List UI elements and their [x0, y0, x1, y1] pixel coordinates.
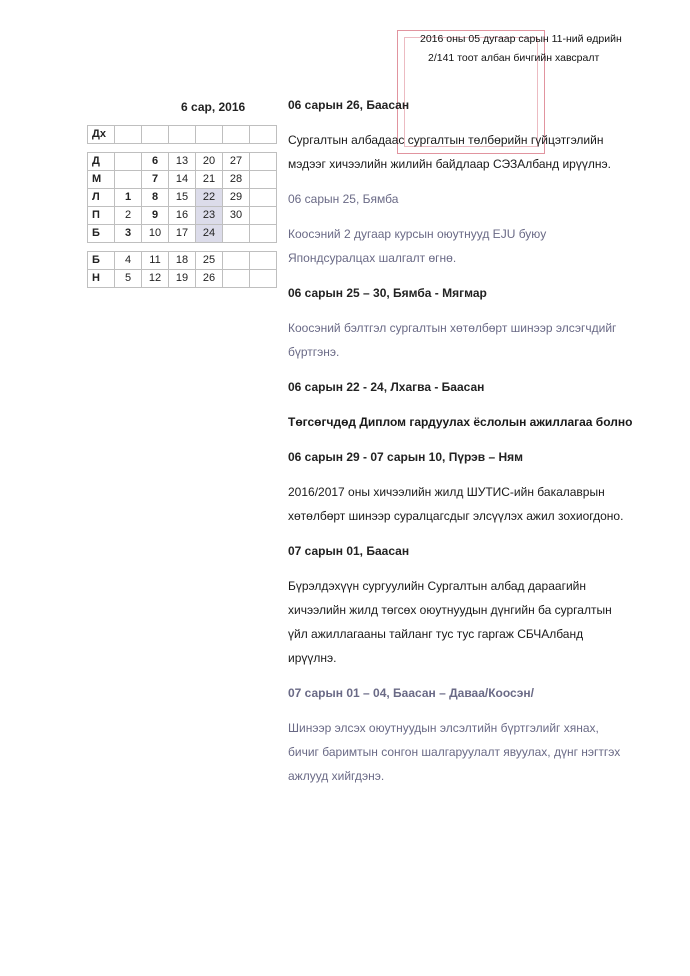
calendar-cell: 3 [115, 225, 142, 243]
calendar-cell: 9 [142, 207, 169, 225]
event-description: Коосэний 2 дугаар курсын оюутнууд EJU буюу Япондсуралцах шалгалт өгнө. [288, 227, 547, 265]
calendar-cell: 5 [115, 270, 142, 288]
calendar-row-saturday [88, 252, 277, 270]
calendar-cell: 28 [223, 171, 250, 189]
calendar-header-label: Дх [88, 126, 115, 144]
calendar-title: 6 сар, 2016 [181, 100, 246, 114]
calendar-cell: 8 [142, 189, 169, 207]
day-label: М [88, 171, 115, 189]
calendar-row-thursday [88, 207, 277, 225]
calendar-cell [142, 126, 169, 144]
document-reference [420, 30, 680, 68]
calendar-cell: 15 [169, 189, 196, 207]
calendar-cell: 17 [169, 225, 196, 243]
event-date: 06 сарын 22 - 24, Лхагва - Баасан [288, 380, 485, 394]
calendar-row-sunday [88, 270, 277, 288]
calendar-cell: 14 [169, 171, 196, 189]
calendar-cell [223, 252, 250, 270]
calendar-cell: 26 [196, 270, 223, 288]
day-label: Л [88, 189, 115, 207]
event-date: 06 сарын 25 – 30, Бямба - Мягмар [288, 286, 487, 300]
calendar-cell: 16 [169, 207, 196, 225]
calendar-cell [250, 252, 277, 270]
calendar-cell [250, 207, 277, 225]
calendar-weekdays [87, 152, 277, 243]
calendar-cell: 29 [223, 189, 250, 207]
calendar-cell [250, 171, 277, 189]
calendar-row-tuesday [88, 171, 277, 189]
event-description: Шинээр элсэх оюутнуудын элсэлтийн бүртгэлийг хянах, бичиг баримтын сонгон шалгаруулалт явуулах, дүнг нэгтгэх ажлууд хийгдэнэ. [288, 721, 621, 783]
calendar-cell [250, 270, 277, 288]
event-date: 06 сарын 29 - 07 сарын 10, Пүрэв – Ням [288, 450, 524, 464]
calendar-cell: 4 [115, 252, 142, 270]
calendar-cell [250, 126, 277, 144]
calendar-row-monday [88, 153, 277, 171]
calendar-cell [115, 171, 142, 189]
calendar-row-wednesday [88, 189, 277, 207]
calendar-cell: 12 [142, 270, 169, 288]
calendar-cell-highlighted: 24 [196, 225, 223, 243]
calendar-cell: 20 [196, 153, 223, 171]
calendar-cell [250, 225, 277, 243]
event-date: 06 сарын 26, Баасан [288, 98, 410, 112]
reference-line-1: 2016 оны 05 дугаар сарын 11-ний өдрийн [420, 33, 622, 45]
calendar-cell [196, 126, 223, 144]
day-label: Д [88, 153, 115, 171]
calendar-cell-highlighted: 22 [196, 189, 223, 207]
calendar-cell: 19 [169, 270, 196, 288]
day-label: Б [88, 252, 115, 270]
day-label: Б [88, 225, 115, 243]
calendar-cell: 2 [115, 207, 142, 225]
reference-line-2: 2/141 тоот албан бичгийн хавсралт [428, 52, 600, 64]
calendar-cell: 21 [196, 171, 223, 189]
calendar-cell [115, 153, 142, 171]
event-date: 07 сарын 01 – 04, Баасан – Даваа/Коосэн/ [288, 686, 534, 700]
day-label: П [88, 207, 115, 225]
event-list [288, 96, 633, 802]
calendar-cell: 13 [169, 153, 196, 171]
calendar-weekend [87, 251, 277, 288]
event-description: Коосэний бэлтгэл сургалтын хөтөлбөрт шинээр элсэгчдийг бүртгэнэ. [288, 321, 617, 359]
calendar-header-row [87, 125, 277, 144]
calendar-cell: 6 [142, 153, 169, 171]
calendar-cell-highlighted: 23 [196, 207, 223, 225]
calendar-cell: 30 [223, 207, 250, 225]
calendar-cell: 18 [169, 252, 196, 270]
calendar-cell: 7 [142, 171, 169, 189]
calendar-cell [223, 126, 250, 144]
event-description: Төгсөгчдөд Диплом гардуулах ёслолын ажиллагаа болно [288, 415, 633, 429]
day-label: Н [88, 270, 115, 288]
calendar-cell [169, 126, 196, 144]
event-date: 06 сарын 25, Бямба [288, 192, 399, 206]
calendar-cell: 1 [115, 189, 142, 207]
event-description: Сургалтын албадаас сургалтын төлбөрийн гүйцэтгэлийн мэдээг хичээлийн жилийн байдлаар СЭЗАлбанд ирүүлнэ. [288, 133, 611, 171]
calendar-cell [250, 189, 277, 207]
calendar-cell: 11 [142, 252, 169, 270]
event-description: Бүрэлдэхүүн сургуулийн Сургалтын албад дараагийн хичээлийн жилд төгсөх оюутнуудын дүнгийн ба сургалтын үйл ажиллагааны тайланг тус тус гаргаж СБЧАлбанд ирүүлнэ. [288, 579, 612, 665]
event-date: 07 сарын 01, Баасан [288, 544, 410, 558]
event-description: 2016/2017 оны хичээлийн жилд ШУТИС-ийн бакалаврын хөтөлбөрт шинээр суралцагсдыг элсүүлэх ажил зохиогдоно. [288, 485, 624, 523]
calendar-row-friday [88, 225, 277, 243]
calendar-cell: 25 [196, 252, 223, 270]
calendar-cell [223, 225, 250, 243]
calendar-cell [115, 126, 142, 144]
calendar-cell: 10 [142, 225, 169, 243]
calendar-cell: 27 [223, 153, 250, 171]
calendar-cell [250, 153, 277, 171]
calendar-cell [223, 270, 250, 288]
